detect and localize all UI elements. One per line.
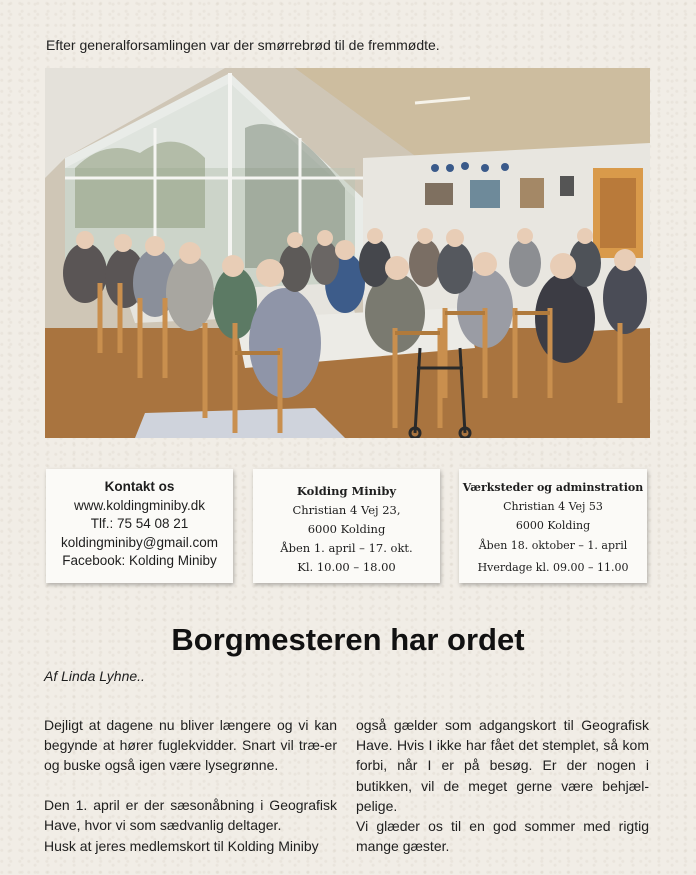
workshop-season: Åben 18. oktober – 1. april — [478, 538, 628, 552]
article-byline: Af Linda Lyhne.. — [44, 668, 145, 684]
workshop-city: 6000 Kolding — [515, 519, 591, 533]
paragraph: Dejligt at dagene nu bliver længere og vi kan begynde at hører fuglekvidder. Snart vil træ-er og buske også igen være lysegrønne. — [44, 717, 337, 774]
contact-box-title: Kontakt os — [104, 479, 175, 494]
miniby-box-title: Kolding Miniby — [296, 484, 397, 498]
miniby-city: 6000 Kolding — [307, 522, 386, 536]
article-column-right — [356, 715, 649, 856]
miniby-hours: Kl. 10.00 – 18.00 — [297, 560, 396, 574]
website-link[interactable]: www.koldingminiby.dk — [73, 497, 206, 513]
workshop-address-box — [459, 469, 647, 583]
photo-caption: Efter generalforsamlingen var der smørrebrød til de fremmødte. — [46, 37, 440, 53]
phone-number: Tlf.: 75 54 08 21 — [90, 516, 189, 532]
facebook-link[interactable]: Facebook: Kolding Miniby — [62, 553, 217, 569]
paragraph: Vi glæder os til en god sommer med rigtig mange gæster. — [356, 818, 649, 855]
miniby-season: Åben 1. april – 17. okt. — [280, 541, 413, 555]
meeting-photo — [45, 68, 650, 438]
paragraph: Den 1. april er der sæsonåbning i Geografisk Have, hvor vi som sædvanlig deltager. — [44, 797, 337, 834]
paragraph: Husk at jeres medlemskort til Kolding Miniby — [44, 837, 319, 854]
workshop-hours: Hverdage kl. 09.00 – 11.00 — [477, 560, 629, 574]
workshop-street: Christian 4 Vej 53 — [503, 500, 603, 514]
workshop-box-title: Værksteder og adminstration — [462, 481, 644, 494]
article-headline: Borgmesteren har ordet — [171, 622, 525, 657]
paragraph: også gælder som adgangskort til Geografisk Have. Hvis I ikke har fået det stemplet, så kom forbi, når I er på besøg. Er der nogen i butikken, vil de meget gerne være behjæl-pelige. — [356, 717, 649, 814]
contact-box — [46, 469, 233, 583]
email-link[interactable]: koldingminiby@gmail.com — [60, 534, 218, 550]
article-column-left — [44, 715, 337, 856]
miniby-street: Christian 4 Vej 23, — [292, 503, 401, 517]
miniby-address-box — [253, 469, 440, 583]
meeting-photo-illustration — [45, 68, 650, 438]
